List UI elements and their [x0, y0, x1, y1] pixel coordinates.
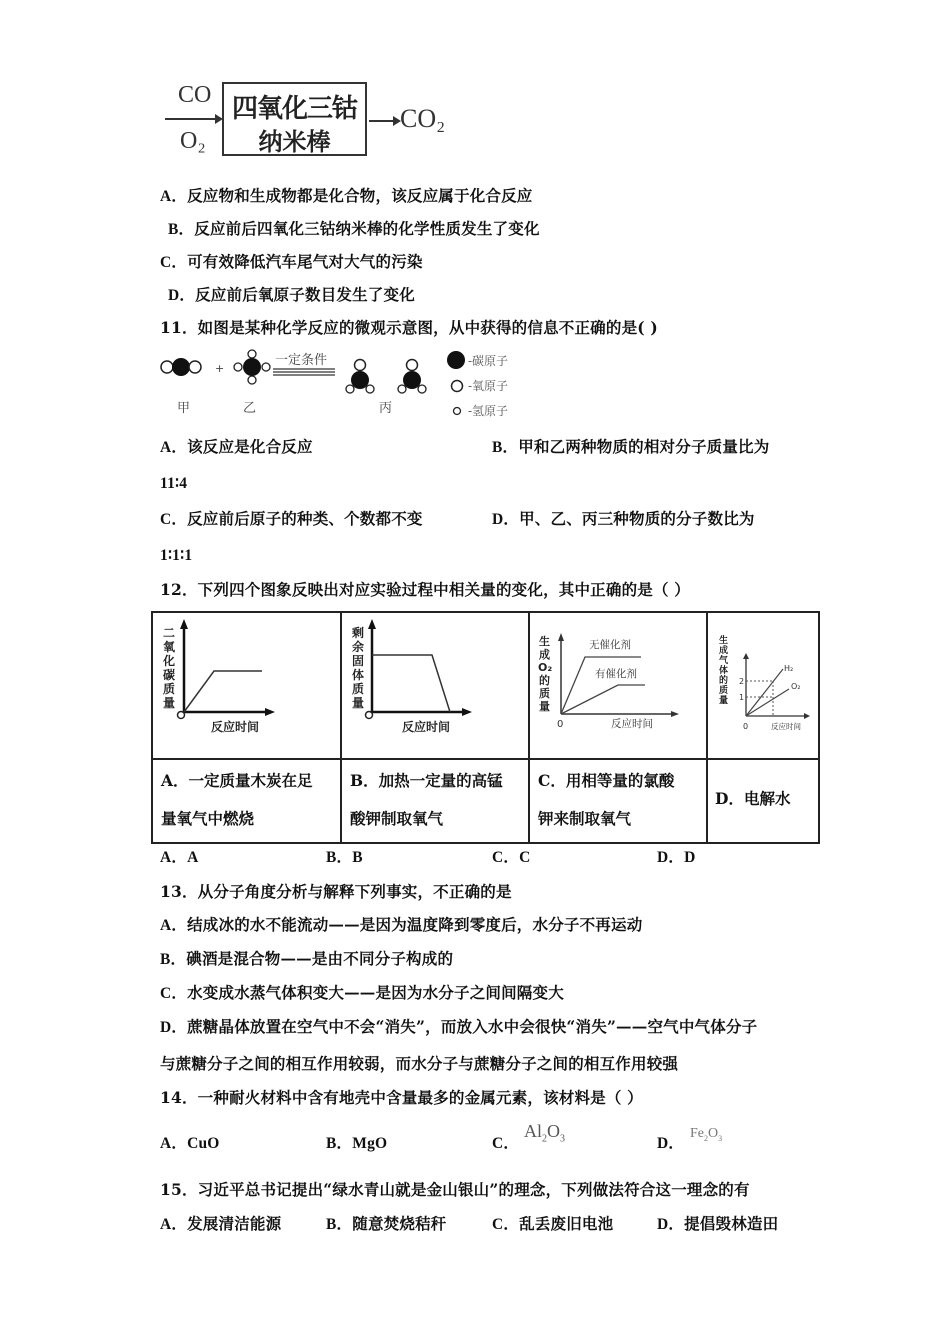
svg-text:质: 质	[719, 686, 729, 696]
option-text: 反应前后原子的种类、个数都不变	[187, 509, 423, 528]
option-label: C．	[492, 1135, 520, 1152]
q13-option-a[interactable]	[160, 915, 642, 936]
q14-option-c-formula: $Al_2O_3$	[524, 1121, 565, 1145]
q14-option-d[interactable]	[657, 1134, 684, 1154]
arrow-right-icon	[165, 112, 223, 126]
q13-option-c[interactable]	[160, 983, 564, 1004]
svg-text:量: 量	[719, 696, 729, 706]
option-text: 反应前后四氧化三钴纳米棒的化学性质发生了变化	[194, 219, 540, 238]
molecule-product-icon	[346, 360, 374, 394]
hydrogen-atom-legend-icon	[454, 408, 461, 415]
cell-a-line2: 量氧气中燃烧	[161, 809, 255, 828]
q14-stem: 14．一种耐火材料中含有地壳中含量最多的金属元素，该材料是（ ）	[160, 1088, 643, 1107]
graph-b-remaining-solid-mass	[346, 617, 526, 752]
svg-text:-碳原子: -碳原子	[468, 354, 509, 368]
option-text: 结成冰的水不能流动——是因为温度降到零度后，水分子不再运动	[187, 915, 643, 934]
label-jia: 甲	[177, 401, 191, 416]
option-text: 反应物和生成物都是化合物，该反应属于化合反应	[187, 186, 533, 205]
condition-text: 一定条件	[275, 353, 328, 368]
svg-text:成: 成	[719, 646, 729, 656]
option-text: 反应前后氧原子数目发生了变化	[195, 285, 415, 304]
q15-option-a[interactable]	[160, 1214, 281, 1235]
option-text: 该反应是化合反应	[187, 437, 313, 456]
q15-stem: 15．习近平总书记提出“绿水青山就是金山银山”的理念，下列做法符合这一理念的有	[160, 1180, 750, 1199]
q11-option-c[interactable]	[160, 509, 423, 530]
q10-option-c[interactable]	[160, 252, 423, 273]
svg-text:气: 气	[719, 656, 729, 666]
svg-text:氧: 氧	[163, 640, 176, 654]
svg-text:反应时间: 反应时间	[771, 722, 801, 731]
x-axis-arrow-icon	[804, 713, 810, 719]
svg-text:生: 生	[719, 636, 729, 646]
svg-text:量: 量	[539, 700, 550, 713]
reactant-o2: O₂	[180, 128, 206, 154]
q12-stem: 12．下列四个图象反映出对应实验过程中相关量的变化，其中正确的是（ ）	[160, 580, 690, 599]
option-label: A．	[160, 1216, 188, 1233]
svg-text:剩: 剩	[352, 626, 365, 640]
column-divider	[528, 613, 530, 842]
option-label: B．	[326, 1216, 353, 1233]
x-axis-arrow-icon	[671, 711, 679, 717]
option-text: MgO	[352, 1135, 388, 1152]
cell-d-line1: D．电解水	[715, 789, 791, 808]
option-text: 甲和乙两种物质的相对分子质量比为	[518, 437, 770, 456]
label-bing: 丙	[379, 401, 393, 416]
svg-text:量: 量	[163, 696, 176, 710]
q13-option-b[interactable]	[160, 949, 453, 970]
option-text: CuO	[187, 1135, 220, 1152]
option-label: B．	[326, 1135, 353, 1152]
carbon-atom-legend-icon	[447, 351, 465, 369]
molecule-product-icon	[398, 360, 426, 394]
graph-d-electrolysis	[711, 621, 819, 751]
svg-text:-氧原子: -氧原子	[468, 379, 509, 393]
svg-text:+: +	[215, 362, 225, 375]
y-axis-arrow-icon	[558, 633, 564, 641]
x-axis-arrow-icon	[462, 708, 472, 716]
svg-text:有催化剂: 有催化剂	[595, 668, 637, 680]
q14-option-b[interactable]	[326, 1134, 387, 1154]
q10-option-b[interactable]	[168, 219, 540, 240]
svg-text:固: 固	[352, 654, 365, 668]
cell-c-line1: C．用相等量的氯酸	[538, 771, 675, 790]
q10-option-a[interactable]	[160, 186, 533, 207]
oxygen-atom-legend-icon	[452, 381, 463, 392]
option-label: A．	[160, 439, 188, 456]
q11-option-a[interactable]	[160, 437, 313, 458]
q11-option-b[interactable]	[492, 437, 769, 458]
option-label: D．	[657, 1216, 685, 1233]
svg-text:2: 2	[739, 677, 745, 686]
q12-graph-table	[151, 611, 820, 844]
svg-text:O₂: O₂	[538, 661, 553, 674]
option-label: C．	[492, 1216, 520, 1233]
option-text: A	[187, 849, 199, 866]
option-text: 乱丢废旧电池	[519, 1214, 614, 1233]
row-divider	[153, 758, 818, 760]
svg-text:-氢原子: -氢原子	[468, 404, 509, 418]
option-text: 碘酒是混合物——是由不同分子构成的	[186, 949, 454, 968]
cell-a-line1: A．一定质量木炭在足	[161, 771, 313, 790]
svg-text:反应时间: 反应时间	[211, 720, 260, 734]
q12-answer-d[interactable]	[657, 848, 696, 868]
option-text: 水变成水蒸气体积变大——是因为水分子之间间隔变大	[187, 983, 564, 1002]
y-axis-arrow-icon	[368, 619, 376, 629]
molecule-co2-icon	[161, 358, 201, 376]
q13-option-d[interactable]	[160, 1017, 757, 1038]
x-axis-arrow-icon	[265, 708, 275, 716]
option-label: A．	[160, 917, 188, 934]
svg-text:无催化剂: 无催化剂	[589, 639, 631, 651]
svg-text:的: 的	[719, 676, 729, 686]
option-label: A．	[160, 849, 188, 866]
q12-answer-c[interactable]	[492, 848, 531, 868]
svg-text:化: 化	[163, 654, 176, 668]
catalyst-line1: 四氧化三钴	[231, 94, 357, 124]
catalyst-box	[222, 82, 367, 156]
catalyst-line2: 纳米棒	[258, 128, 331, 156]
q13-option-d-continued: 与蔗糖分子之间的相互作用较弱，而水分子与蔗糖分子之间的相互作用较强	[160, 1054, 679, 1073]
svg-text:O₂: O₂	[791, 682, 801, 691]
svg-text:质: 质	[352, 682, 365, 696]
q11-option-d[interactable]	[492, 509, 755, 530]
option-label: B．	[326, 849, 353, 866]
q15-option-b[interactable]	[326, 1214, 446, 1235]
option-label: C．	[492, 849, 520, 866]
option-text: 提倡毁林造田	[684, 1214, 779, 1233]
option-label: D．	[492, 511, 520, 528]
q11-option-b-continued: 11∶4	[160, 475, 188, 492]
origin-marker	[366, 712, 373, 719]
option-label: D．	[168, 287, 196, 304]
cell-b-line2: 酸钾制取氧气	[350, 809, 444, 828]
y-axis-arrow-icon	[743, 653, 749, 659]
q10-option-d[interactable]	[168, 285, 415, 306]
svg-text:碳: 碳	[163, 668, 176, 682]
option-label: D．	[160, 1019, 188, 1036]
svg-text:体: 体	[352, 668, 365, 682]
label-yi: 乙	[243, 401, 257, 416]
svg-text:余: 余	[352, 640, 365, 654]
arrow-right-icon	[369, 114, 401, 128]
option-text: C	[519, 849, 531, 866]
q14-option-a[interactable]	[160, 1134, 220, 1154]
svg-text:反应时间: 反应时间	[402, 720, 451, 734]
reactant-co: CO	[178, 82, 212, 108]
q13-stem: 13．从分子角度分析与解释下列事实，不正确的是	[160, 882, 512, 901]
option-label: C．	[160, 985, 188, 1002]
option-label: B．	[160, 951, 187, 968]
option-text: 蔗糖晶体放置在空气中不会“消失”，而放入水中会很快“消失”——空气中气体分子	[187, 1017, 758, 1036]
q15-option-d[interactable]	[657, 1214, 778, 1235]
svg-text:量: 量	[352, 696, 365, 710]
svg-text:体: 体	[719, 666, 729, 676]
option-label: A．	[160, 1135, 188, 1152]
option-label: D．	[657, 849, 685, 866]
svg-text:反应时间: 反应时间	[611, 718, 653, 730]
column-divider	[706, 613, 708, 842]
option-text: 随意焚烧秸秆	[352, 1214, 447, 1233]
q12-answer-b[interactable]	[326, 848, 363, 868]
svg-text:0: 0	[557, 719, 564, 730]
option-text: 可有效降低汽车尾气对大气的污染	[187, 252, 423, 271]
cell-b-line1: B．加热一定量的高锰	[350, 771, 503, 790]
svg-text:H₂: H₂	[784, 664, 794, 673]
option-text: 甲、乙、丙三种物质的分子数比为	[519, 509, 755, 528]
q15-option-c[interactable]	[492, 1214, 613, 1235]
graph-c-o2-mass-catalyst	[533, 617, 705, 752]
column-divider	[340, 613, 342, 842]
cell-c-line2: 钾来制取氧气	[538, 809, 632, 828]
option-label: C．	[160, 254, 188, 271]
q11-stem: 11．如图是某种化学反应的微观示意图，从中获得的信息不正确的是( )	[160, 318, 658, 337]
option-label: B．	[492, 439, 519, 456]
molecule-ch4-icon	[234, 350, 270, 384]
q11-molecule-diagram	[155, 345, 535, 425]
svg-text:的: 的	[539, 674, 550, 687]
option-label: D．	[657, 1135, 685, 1152]
q14-option-c[interactable]	[492, 1134, 519, 1154]
svg-text:质: 质	[539, 687, 550, 700]
svg-text:1: 1	[739, 693, 745, 702]
y-axis-arrow-icon	[180, 619, 188, 629]
q11-option-d-continued: 1∶1∶1	[160, 547, 193, 564]
q12-answer-a[interactable]	[160, 848, 199, 868]
option-text: 发展清洁能源	[187, 1214, 282, 1233]
svg-text:生: 生	[539, 635, 550, 648]
option-label: B．	[168, 221, 195, 238]
graph-a-co2-mass	[159, 617, 339, 752]
option-text: D	[684, 849, 696, 866]
option-label: C．	[160, 511, 188, 528]
product-co2: CO₂	[400, 104, 446, 133]
svg-text:二: 二	[163, 626, 176, 640]
svg-text:0: 0	[743, 722, 749, 731]
svg-text:成: 成	[539, 648, 550, 661]
origin-marker	[178, 712, 185, 719]
svg-text:质: 质	[163, 682, 176, 696]
option-label: A．	[160, 188, 188, 205]
option-text: B	[352, 849, 363, 866]
q14-option-d-formula: $Fe_2O_3$	[690, 1126, 723, 1143]
